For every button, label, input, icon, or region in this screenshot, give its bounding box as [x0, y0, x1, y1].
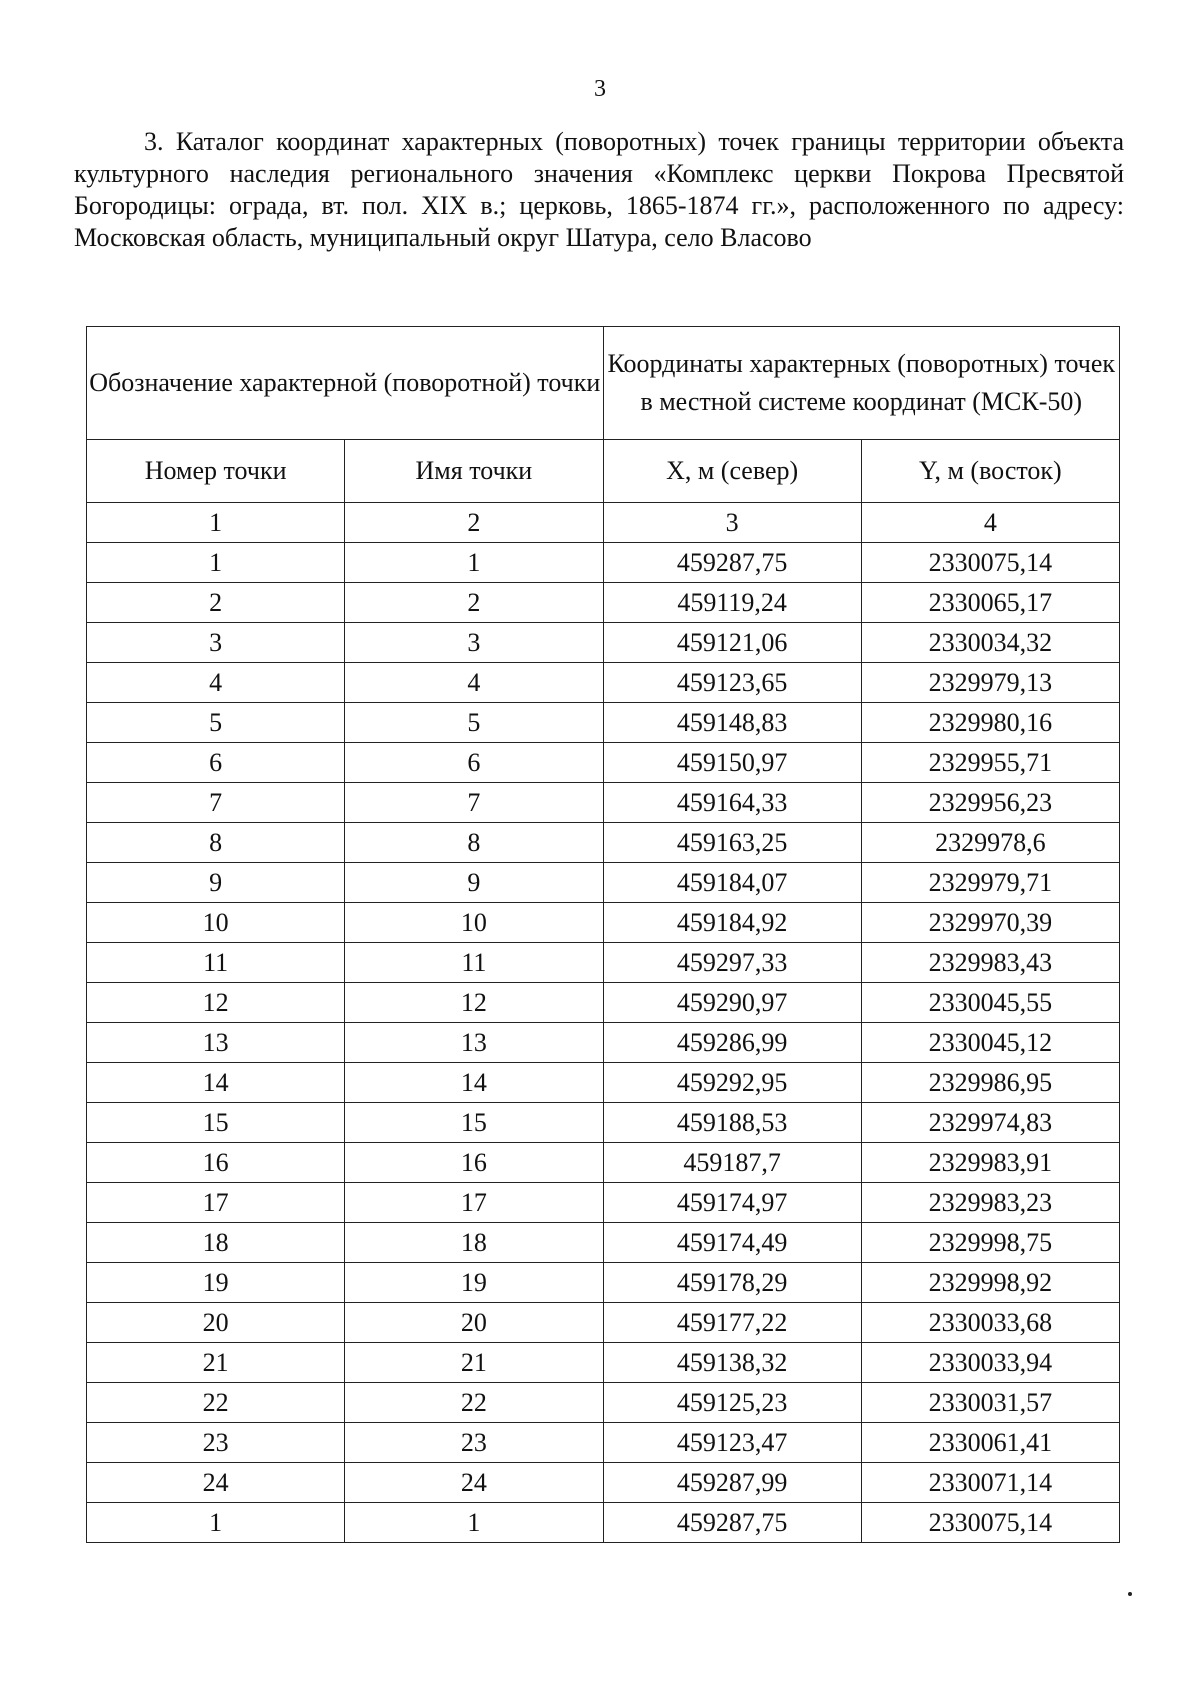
cell-y: 2329998,92	[861, 1263, 1119, 1303]
column-header-point-name: Имя точки	[345, 440, 603, 503]
cell-y: 2330031,57	[861, 1383, 1119, 1423]
cell-point-name: 3	[345, 623, 603, 663]
cell-point-name: 19	[345, 1263, 603, 1303]
table-row	[87, 1063, 1120, 1103]
cell-point-name: 14	[345, 1063, 603, 1103]
cell-point-name: 10	[345, 903, 603, 943]
cell-point-name: 24	[345, 1463, 603, 1503]
cell-x: 459150,97	[603, 743, 861, 783]
cell-point-name: 9	[345, 863, 603, 903]
column-header-x: X, м (север)	[603, 440, 861, 503]
table-row	[87, 783, 1120, 823]
table-row	[87, 1343, 1120, 1383]
cell-x: 459290,97	[603, 983, 861, 1023]
table-row	[87, 1463, 1120, 1503]
cell-point-number: 1	[87, 543, 345, 583]
cell-x: 459163,25	[603, 823, 861, 863]
cell-y: 2329983,43	[861, 943, 1119, 983]
cell-y: 2330033,94	[861, 1343, 1119, 1383]
cell-point-number: 21	[87, 1343, 345, 1383]
cell-point-number: 13	[87, 1023, 345, 1063]
cell-point-number: 16	[87, 1143, 345, 1183]
cell-point-number: 17	[87, 1183, 345, 1223]
table-row	[87, 1223, 1120, 1263]
cell-point-name: 1	[345, 543, 603, 583]
column-number: 1	[87, 503, 345, 543]
cell-point-name: 8	[345, 823, 603, 863]
cell-point-number: 24	[87, 1463, 345, 1503]
column-number: 3	[603, 503, 861, 543]
cell-x: 459119,24	[603, 583, 861, 623]
cell-x: 459292,95	[603, 1063, 861, 1103]
cell-point-name: 21	[345, 1343, 603, 1383]
cell-point-number: 3	[87, 623, 345, 663]
cell-point-name: 16	[345, 1143, 603, 1183]
cell-point-name: 18	[345, 1223, 603, 1263]
cell-x: 459297,33	[603, 943, 861, 983]
cell-y: 2330034,32	[861, 623, 1119, 663]
cell-point-name: 20	[345, 1303, 603, 1343]
catalog-description: 3. Каталог координат характерных (поворотных) точек границы территории объекта культурного наследия регионального значения «Комплекс церкви Покрова Пресвятой Богородицы: ограда, вт. пол. XIX в.; церковь, 1865-1874 гг.», расположенного по адресу: Московская область, муниципальный округ Шатура, село Власово	[74, 127, 1124, 252]
table-row	[87, 583, 1120, 623]
table-row	[87, 743, 1120, 783]
cell-y: 2329998,75	[861, 1223, 1119, 1263]
table-row	[87, 983, 1120, 1023]
cell-y: 2330045,12	[861, 1023, 1119, 1063]
cell-point-name: 15	[345, 1103, 603, 1143]
table-row	[87, 663, 1120, 703]
cell-x: 459174,49	[603, 1223, 861, 1263]
cell-y: 2329978,6	[861, 823, 1119, 863]
cell-y: 2329955,71	[861, 743, 1119, 783]
cell-point-number: 4	[87, 663, 345, 703]
cell-point-name: 2	[345, 583, 603, 623]
table-column-header-row	[87, 440, 1120, 503]
cell-x: 459188,53	[603, 1103, 861, 1143]
table-row	[87, 1503, 1120, 1543]
cell-point-number: 7	[87, 783, 345, 823]
cell-x: 459174,97	[603, 1183, 861, 1223]
cell-point-name: 23	[345, 1423, 603, 1463]
cell-y: 2329980,16	[861, 703, 1119, 743]
cell-point-number: 1	[87, 1503, 345, 1543]
coordinates-table	[86, 326, 1120, 1543]
cell-x: 459121,06	[603, 623, 861, 663]
cell-x: 459138,32	[603, 1343, 861, 1383]
cell-point-name: 6	[345, 743, 603, 783]
table-row	[87, 903, 1120, 943]
stray-dot	[1128, 1592, 1132, 1596]
cell-point-name: 4	[345, 663, 603, 703]
cell-y: 2329986,95	[861, 1063, 1119, 1103]
cell-point-number: 5	[87, 703, 345, 743]
cell-y: 2330065,17	[861, 583, 1119, 623]
cell-point-number: 15	[87, 1103, 345, 1143]
cell-point-name: 1	[345, 1503, 603, 1543]
cell-y: 2329983,91	[861, 1143, 1119, 1183]
column-header-point-number: Номер точки	[87, 440, 345, 503]
cell-point-number: 12	[87, 983, 345, 1023]
cell-x: 459123,65	[603, 663, 861, 703]
column-number: 2	[345, 503, 603, 543]
table-row	[87, 1143, 1120, 1183]
point-designation-header: Обозначение характерной (поворотной) точки	[87, 327, 604, 440]
cell-point-number: 19	[87, 1263, 345, 1303]
cell-point-name: 22	[345, 1383, 603, 1423]
cell-point-number: 11	[87, 943, 345, 983]
table-row	[87, 1263, 1120, 1303]
page-number: 3	[594, 76, 606, 102]
table-row	[87, 1303, 1120, 1343]
cell-x: 459287,75	[603, 1503, 861, 1543]
cell-point-number: 10	[87, 903, 345, 943]
table-row	[87, 543, 1120, 583]
cell-point-name: 5	[345, 703, 603, 743]
cell-point-number: 9	[87, 863, 345, 903]
cell-x: 459178,29	[603, 1263, 861, 1303]
cell-point-name: 12	[345, 983, 603, 1023]
table-row	[87, 863, 1120, 903]
table-row	[87, 943, 1120, 983]
table-row	[87, 1103, 1120, 1143]
cell-point-number: 8	[87, 823, 345, 863]
cell-y: 2330045,55	[861, 983, 1119, 1023]
cell-x: 459286,99	[603, 1023, 861, 1063]
cell-y: 2329956,23	[861, 783, 1119, 823]
table-row	[87, 823, 1120, 863]
cell-x: 459184,07	[603, 863, 861, 903]
column-number: 4	[861, 503, 1119, 543]
cell-x: 459148,83	[603, 703, 861, 743]
cell-y: 2330075,14	[861, 1503, 1119, 1543]
cell-x: 459187,7	[603, 1143, 861, 1183]
cell-point-number: 23	[87, 1423, 345, 1463]
cell-y: 2330071,14	[861, 1463, 1119, 1503]
cell-point-number: 6	[87, 743, 345, 783]
cell-y: 2329983,23	[861, 1183, 1119, 1223]
table-row	[87, 1423, 1120, 1463]
cell-y: 2330075,14	[861, 543, 1119, 583]
cell-y: 2329974,83	[861, 1103, 1119, 1143]
cell-x: 459164,33	[603, 783, 861, 823]
coordinates-header: Координаты характерных (поворотных) точек в местной системе координат (МСК-50)	[603, 327, 1120, 440]
column-header-y: Y, м (восток)	[861, 440, 1119, 503]
cell-point-name: 17	[345, 1183, 603, 1223]
table-row	[87, 703, 1120, 743]
column-number-row	[87, 503, 1120, 543]
cell-y: 2329979,13	[861, 663, 1119, 703]
table-row	[87, 623, 1120, 663]
cell-x: 459177,22	[603, 1303, 861, 1343]
table-group-header-row	[87, 327, 1120, 440]
cell-point-number: 20	[87, 1303, 345, 1343]
cell-point-number: 14	[87, 1063, 345, 1103]
table-row	[87, 1023, 1120, 1063]
table-row	[87, 1383, 1120, 1423]
cell-y: 2329970,39	[861, 903, 1119, 943]
cell-point-name: 7	[345, 783, 603, 823]
cell-x: 459125,23	[603, 1383, 861, 1423]
cell-x: 459287,75	[603, 543, 861, 583]
cell-y: 2330061,41	[861, 1423, 1119, 1463]
cell-y: 2330033,68	[861, 1303, 1119, 1343]
cell-x: 459184,92	[603, 903, 861, 943]
table-row	[87, 1183, 1120, 1223]
cell-point-name: 11	[345, 943, 603, 983]
cell-x: 459123,47	[603, 1423, 861, 1463]
cell-point-name: 13	[345, 1023, 603, 1063]
cell-point-number: 2	[87, 583, 345, 623]
cell-y: 2329979,71	[861, 863, 1119, 903]
cell-x: 459287,99	[603, 1463, 861, 1503]
cell-point-number: 18	[87, 1223, 345, 1263]
cell-point-number: 22	[87, 1383, 345, 1423]
